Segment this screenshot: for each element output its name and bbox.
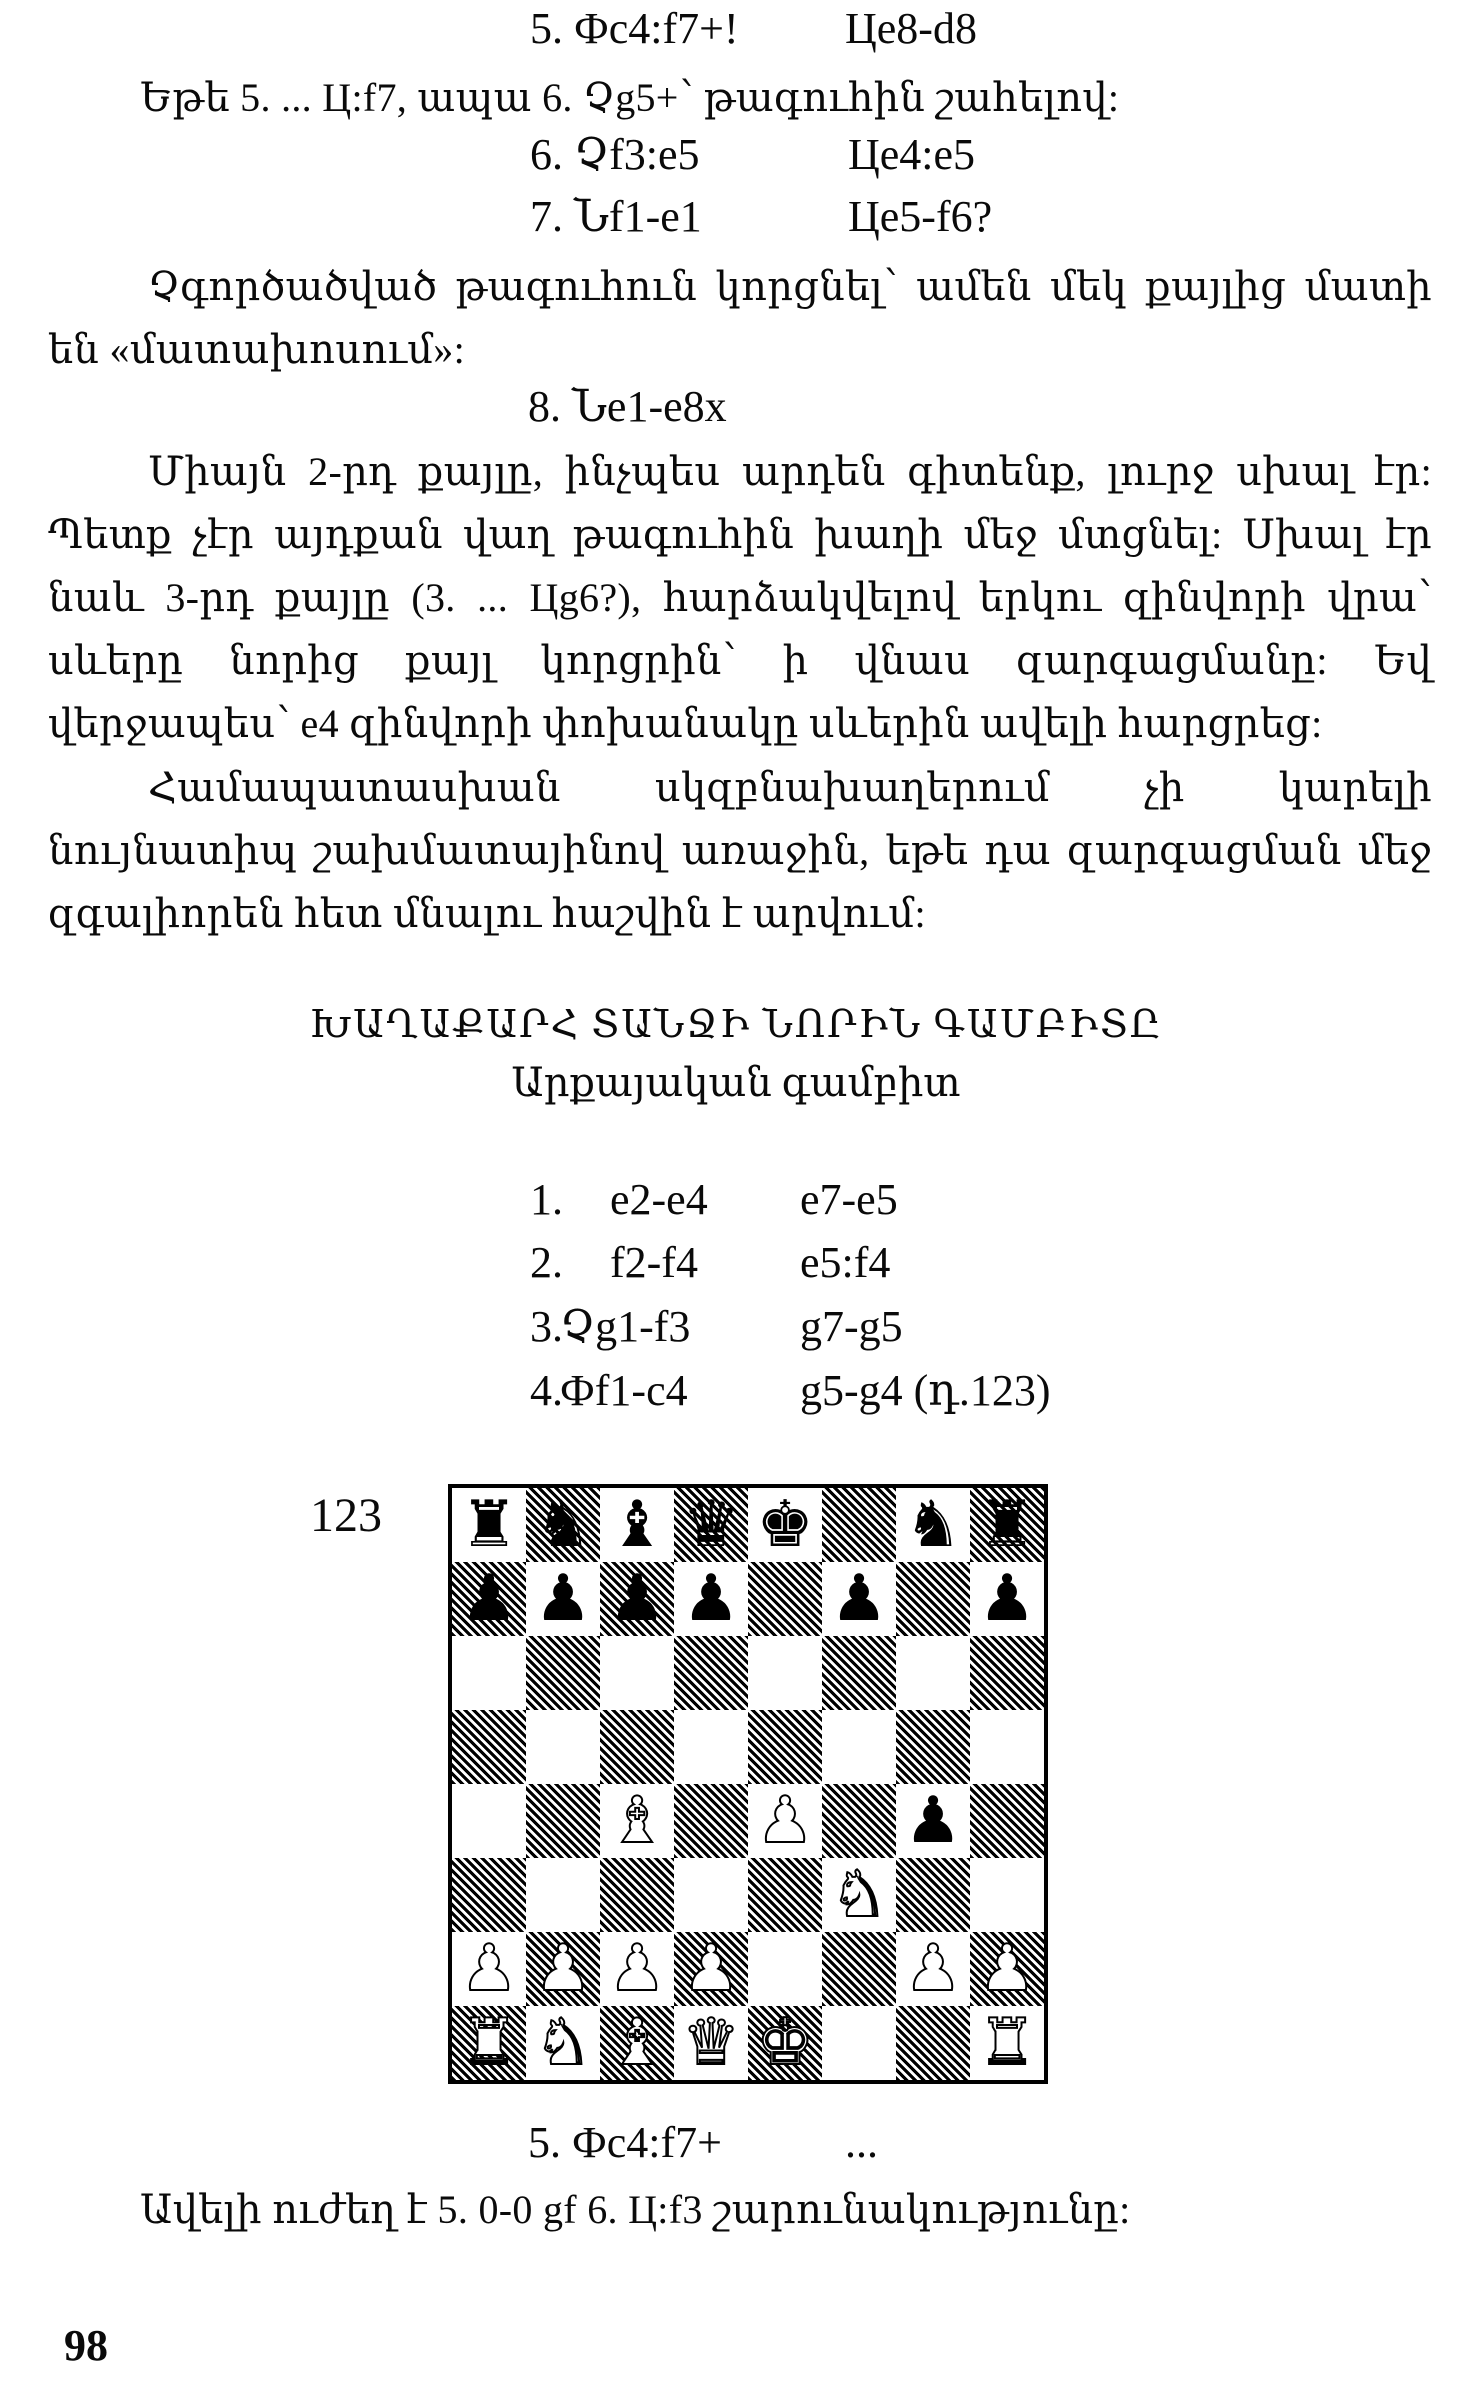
black-move: Цe4:e5 [848, 130, 976, 179]
note1-text: Եթե 5. ... Ц:f7, ապա 6. Չg5+՝ թագուհին շահելով: [140, 75, 1120, 120]
board-square [600, 1710, 674, 1784]
board-square [970, 1710, 1044, 1784]
board-square [748, 1710, 822, 1784]
white-pawn-icon: ♟ [904, 1932, 962, 2006]
board-square [452, 1858, 526, 1932]
board-square [600, 1784, 674, 1858]
board-square [748, 1784, 822, 1858]
board-square [526, 1710, 600, 1784]
black-rook-icon: ♜ [460, 1488, 518, 1562]
board-square [822, 1784, 896, 1858]
white-rook-icon: ♜ [978, 2006, 1036, 2080]
black-move: g7-g5 [800, 1302, 903, 1351]
board-square [600, 1562, 674, 1636]
board-square [674, 1710, 748, 1784]
board-square [896, 1636, 970, 1710]
board-square [526, 1636, 600, 1710]
white-move: 6. Չf3:e5 [530, 130, 700, 179]
white-move: 8. Նe1-e8x [528, 382, 727, 431]
final-note [140, 2178, 1430, 2241]
board-square [970, 1488, 1044, 1562]
board-square [748, 2006, 822, 2080]
black-queen-icon: ♛ [682, 1488, 740, 1562]
board-square [748, 1488, 822, 1562]
board-square [674, 2006, 748, 2080]
black-pawn-icon: ♟ [904, 1784, 962, 1858]
black-king-icon: ♚ [756, 1488, 814, 1562]
black-pawn-icon: ♟ [830, 1562, 888, 1636]
board-square [452, 1636, 526, 1710]
board-square [526, 1488, 600, 1562]
diagram-number: 123 [310, 1489, 382, 1542]
note2-text: Չգործածված թագուհուն կորցնել՝ ամեն մեկ քայլից մատի են «մատախոսում»: [48, 264, 1432, 372]
board-square [896, 2006, 970, 2080]
move-number: 1. [530, 1175, 563, 1224]
commentary-paragraph-2 [48, 756, 1432, 945]
white-knight-icon: ♞ [830, 1858, 888, 1932]
board-square [822, 1488, 896, 1562]
board-square [526, 2006, 600, 2080]
board-square [822, 1710, 896, 1784]
final-note-text: Ավելի ուժեղ է 5. 0-0 gf 6. Ц:f3 շարունակությունը: [140, 2187, 1131, 2232]
black-knight-icon: ♞ [534, 1488, 592, 1562]
white-pawn-icon: ♟ [682, 1932, 740, 2006]
black-move: Цe5-f6? [848, 192, 993, 241]
para1-text: Միայն 2-րդ քայլը, ինչպես արդեն գիտենք, լուրջ սխալ էր: Պետք չէր այդքան վաղ թագուհին խաղի մեջ մտցնել: Սխալ էր նաև 3-րդ քայլը (3. ... Цg6?), հարձակվելով երկու զինվորի վրա՝ սևերը նորից քայլ կորցրին՝ ի վնաս զարգացմանը: Եվ վերջապես՝ e4 զինվորի փոխանակը սևերին ավելի հարցրեց: [48, 449, 1432, 746]
board-square [526, 1858, 600, 1932]
board-square [896, 1858, 970, 1932]
board-square [896, 1784, 970, 1858]
board-square [896, 1562, 970, 1636]
white-bishop-icon: ♝ [608, 1784, 666, 1858]
board-square [674, 1636, 748, 1710]
board-square [526, 1784, 600, 1858]
move-number: 3. [530, 1302, 563, 1351]
white-queen-icon: ♛ [682, 2006, 740, 2080]
board-square [896, 1932, 970, 2006]
board-square [748, 1562, 822, 1636]
opening-subtitle: Արքայական գամբիտ [511, 1060, 961, 1105]
board-square [748, 1858, 822, 1932]
board-square [822, 2006, 896, 2080]
note-paragraph [48, 255, 1432, 381]
black-pawn-icon: ♟ [460, 1562, 518, 1636]
white-pawn-icon: ♟ [756, 1784, 814, 1858]
black-knight-icon: ♞ [904, 1488, 962, 1562]
board-square [748, 1932, 822, 2006]
board-square [970, 1932, 1044, 2006]
board-square [600, 1932, 674, 2006]
board-square [600, 1488, 674, 1562]
board-square [674, 1784, 748, 1858]
page-number: 98 [64, 2321, 108, 2370]
board-square [452, 1562, 526, 1636]
board-square [970, 1784, 1044, 1858]
board-square [822, 1858, 896, 1932]
board-square [600, 2006, 674, 2080]
black-move: ... [845, 2118, 878, 2167]
black-move: Цe8-d8 [845, 4, 977, 53]
black-bishop-icon: ♝ [608, 1488, 666, 1562]
move-number: 4. [530, 1366, 563, 1415]
black-pawn-icon: ♟ [682, 1562, 740, 1636]
white-move: f2-f4 [610, 1238, 698, 1287]
white-move: 7. Նf1-e1 [530, 192, 702, 241]
black-pawn-icon: ♟ [978, 1562, 1036, 1636]
white-bishop-icon: ♝ [608, 2006, 666, 2080]
board-square [970, 1562, 1044, 1636]
chess-board [448, 1484, 1048, 2084]
board-square [970, 1858, 1044, 1932]
commentary-paragraph [48, 440, 1432, 755]
board-square [452, 1710, 526, 1784]
board-square [452, 2006, 526, 2080]
board-square [822, 1636, 896, 1710]
opening-title: ԽԱՂԱՔԱՐՀ ՏԱՆՋԻ ՆՈՐԻՆ ԳԱՄԲԻՏԸ [309, 1004, 1163, 1046]
white-pawn-icon: ♟ [534, 1932, 592, 2006]
board-square [452, 1784, 526, 1858]
white-rook-icon: ♜ [460, 2006, 518, 2080]
white-move: 5. Фc4:f7+! [530, 4, 739, 53]
board-square [970, 2006, 1044, 2080]
white-knight-icon: ♞ [534, 2006, 592, 2080]
board-square [600, 1858, 674, 1932]
white-move: e2-e4 [610, 1175, 708, 1224]
white-pawn-icon: ♟ [978, 1932, 1036, 2006]
board-square [970, 1636, 1044, 1710]
white-king-icon: ♚ [756, 2006, 814, 2080]
board-square [896, 1488, 970, 1562]
move-number: 2. [530, 1238, 563, 1287]
board-square [748, 1636, 822, 1710]
board-square [822, 1562, 896, 1636]
white-pawn-icon: ♟ [460, 1932, 518, 2006]
black-pawn-icon: ♟ [534, 1562, 592, 1636]
white-pawn-icon: ♟ [608, 1932, 666, 2006]
board-square [452, 1488, 526, 1562]
board-square [526, 1562, 600, 1636]
white-move: Фf1-c4 [560, 1366, 688, 1415]
board-square [674, 1562, 748, 1636]
board-square [896, 1710, 970, 1784]
board-square [822, 1932, 896, 2006]
black-move: e7-e5 [800, 1175, 898, 1224]
board-square [674, 1488, 748, 1562]
board-square [526, 1932, 600, 2006]
board-square [674, 1858, 748, 1932]
board-square [452, 1932, 526, 2006]
para2-text: Համապատասխան սկզբնախաղերում չի կարելի նույնատիպ շախմատայինով առաջին, եթե դա զարգացման մեջ զգալիորեն հետ մնալու հաշվին է արվում: [48, 765, 1432, 936]
black-pawn-icon: ♟ [608, 1562, 666, 1636]
board-square [600, 1636, 674, 1710]
board-square [674, 1932, 748, 2006]
black-move: g5-g4 (դ.123) [800, 1366, 1051, 1415]
note-line [140, 66, 1430, 129]
black-rook-icon: ♜ [978, 1488, 1036, 1562]
white-move: Չg1-f3 [560, 1302, 691, 1351]
black-move: e5:f4 [800, 1238, 891, 1287]
white-move: 5. Фc4:f7+ [528, 2118, 722, 2167]
